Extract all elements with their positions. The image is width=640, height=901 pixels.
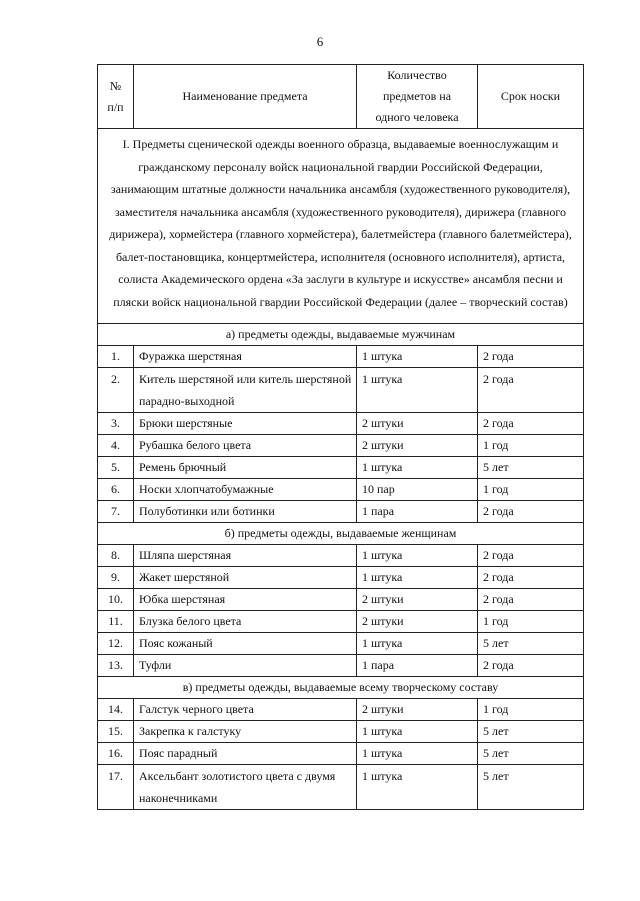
header-num: № п/п [98,65,134,129]
row-name: Фуражка шерстяная [134,346,357,368]
row-num: 7. [98,501,134,523]
row-qty: 1 штука [357,545,478,567]
row-qty: 2 штуки [357,589,478,611]
section-title: I. Предметы сценической одежды военного образца, выдаваемые военнослужащим и гражданскому персоналу войск национальной гвардии Российской Федерации, занимающим штатные должности начальника ансамбля (художественного руководителя), заместителя начальника ансамбля (художественного руководителя), дирижера (главного дирижера), хормейстера (главного хормейстера), балетмейстера (главного балетмейстера), балет-постановщика, концертмейстера, исполнителя (основного исполнителя), артиста, солиста Академического ордена «За заслуги в культуре и искусстве» ансамбля песни и пляски войск национальной гвардии Российской Федерации (далее – творческий состав) [98,129,584,324]
row-num: 10. [98,589,134,611]
row-qty: 1 штука [357,457,478,479]
row-name: Пояс парадный [134,743,357,765]
row-term: 5 лет [478,743,584,765]
table-row [98,567,584,589]
row-name: Шляпа шерстяная [134,545,357,567]
table-row [98,655,584,677]
row-term: 1 год [478,479,584,501]
table-row [98,545,584,567]
table-row [98,611,584,633]
row-qty: 1 штука [357,765,478,810]
row-num: 16. [98,743,134,765]
row-qty: 1 штука [357,368,478,413]
row-name: Носки хлопчатобумажные [134,479,357,501]
row-num: 4. [98,435,134,457]
row-qty: 2 штуки [357,413,478,435]
row-term: 5 лет [478,765,584,810]
table-row [98,699,584,721]
row-name: Китель шерстяной или китель шерстяной парадно-выходной [134,368,357,413]
row-qty: 2 штуки [357,435,478,457]
row-term: 2 года [478,545,584,567]
table-header-row [98,65,584,129]
row-num: 1. [98,346,134,368]
row-term: 2 года [478,567,584,589]
row-num: 17. [98,765,134,810]
row-qty: 1 штука [357,743,478,765]
table-row [98,435,584,457]
row-term: 2 года [478,368,584,413]
row-term: 2 года [478,346,584,368]
row-qty: 2 штуки [357,611,478,633]
row-term: 1 год [478,699,584,721]
row-num: 5. [98,457,134,479]
row-term: 2 года [478,501,584,523]
row-term: 2 года [478,655,584,677]
group-heading-all: в) предметы одежды, выдаваемые всему творческому составу [98,677,584,699]
table-row [98,743,584,765]
group-heading-women: б) предметы одежды, выдаваемые женщинам [98,523,584,545]
row-qty: 1 пара [357,655,478,677]
row-qty: 1 штука [357,721,478,743]
row-num: 2. [98,368,134,413]
table-row [98,589,584,611]
row-name: Аксельбант золотистого цвета с двумя наконечниками [134,765,357,810]
page-number: 6 [316,34,324,49]
row-num: 12. [98,633,134,655]
row-num: 15. [98,721,134,743]
table-row [98,765,584,810]
header-name: Наименование предмета [134,65,357,129]
row-name: Туфли [134,655,357,677]
row-name: Рубашка белого цвета [134,435,357,457]
row-term: 5 лет [478,721,584,743]
table-row [98,479,584,501]
group-heading-men: а) предметы одежды, выдаваемые мужчинам [98,324,584,346]
header-term: Срок носки [478,65,584,129]
header-qty: Количество предметов на одного человека [357,65,478,129]
row-name: Галстук черного цвета [134,699,357,721]
table-row [98,457,584,479]
row-name: Жакет шерстяной [134,567,357,589]
table-row [98,368,584,413]
row-qty: 2 штуки [357,699,478,721]
row-name: Пояс кожаный [134,633,357,655]
row-qty: 1 пара [357,501,478,523]
row-num: 13. [98,655,134,677]
row-num: 11. [98,611,134,633]
row-name: Полуботинки или ботинки [134,501,357,523]
row-name: Ремень брючный [134,457,357,479]
row-term: 5 лет [478,457,584,479]
row-name: Закрепка к галстуку [134,721,357,743]
row-num: 6. [98,479,134,501]
table-row [98,633,584,655]
row-name: Брюки шерстяные [134,413,357,435]
row-name: Юбка шерстяная [134,589,357,611]
row-term: 2 года [478,589,584,611]
row-qty: 1 штука [357,567,478,589]
row-term: 2 года [478,413,584,435]
row-term: 1 год [478,611,584,633]
table-row [98,721,584,743]
row-qty: 1 штука [357,346,478,368]
table-row [98,346,584,368]
row-name: Блузка белого цвета [134,611,357,633]
row-num: 14. [98,699,134,721]
row-num: 8. [98,545,134,567]
row-term: 1 год [478,435,584,457]
row-qty: 1 штука [357,633,478,655]
clothing-table [97,64,584,810]
table-row [98,413,584,435]
row-num: 3. [98,413,134,435]
row-qty: 10 пар [357,479,478,501]
row-num: 9. [98,567,134,589]
table-row [98,501,584,523]
row-term: 5 лет [478,633,584,655]
